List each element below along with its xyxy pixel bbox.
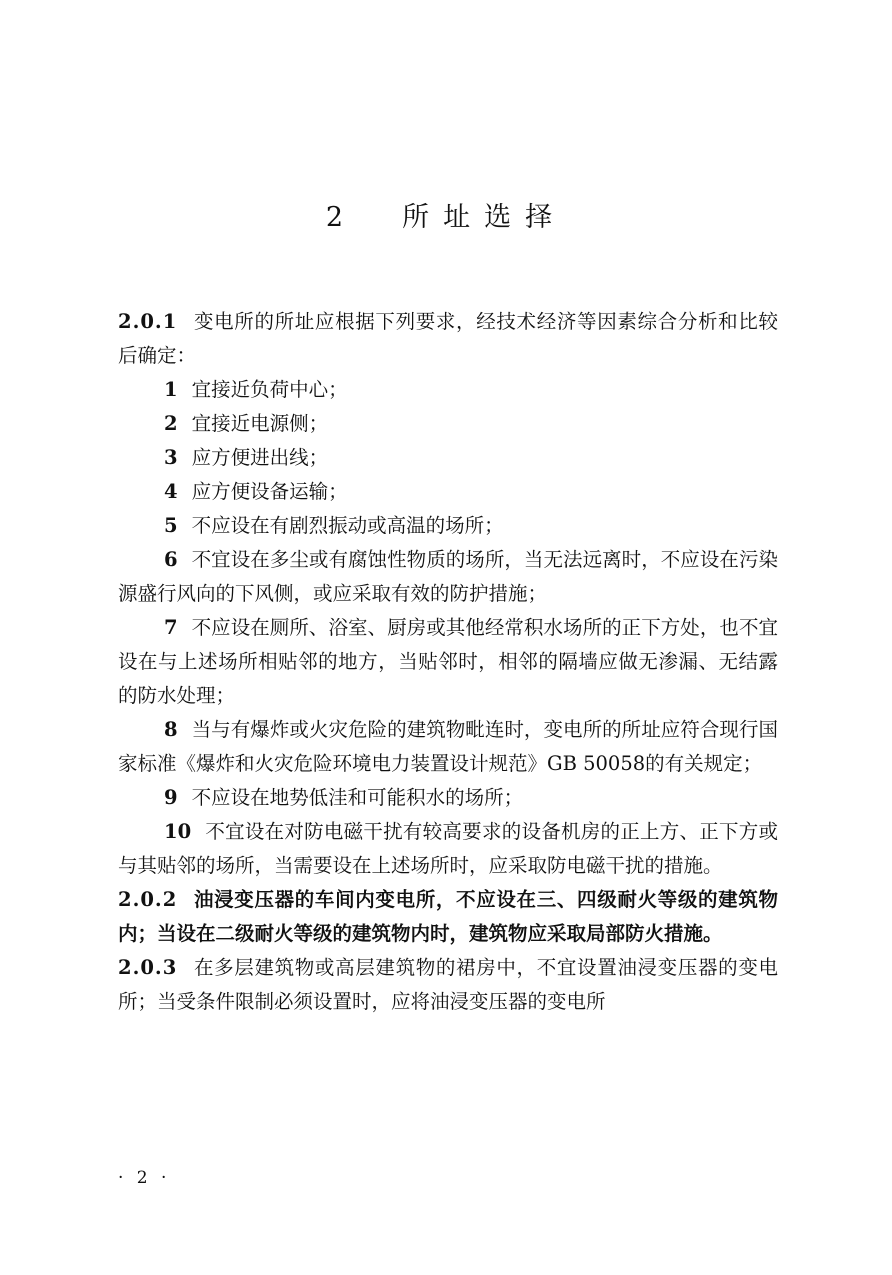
item-text: 不应设在厕所、浴室、厨房或其他经常积水场所的正下方处，也不宜设在与上述场所相贴邻的地方，当贴邻时，相邻的隔墙应做无渗漏、无结露的防水处理； bbox=[118, 616, 778, 707]
list-item bbox=[118, 713, 778, 781]
list-item bbox=[118, 781, 778, 815]
item-number: 7 bbox=[164, 616, 178, 639]
item-number: 10 bbox=[164, 820, 192, 843]
list-item bbox=[118, 373, 778, 407]
clause-2-0-2 bbox=[118, 883, 778, 951]
item-text: 应方便进出线； bbox=[191, 446, 329, 469]
item-number: 6 bbox=[164, 548, 178, 571]
list-item bbox=[118, 509, 778, 543]
clause-number: 2.0.1 bbox=[118, 310, 178, 333]
list-item bbox=[118, 543, 778, 611]
list-item bbox=[118, 475, 778, 509]
item-number: 5 bbox=[164, 514, 178, 537]
item-text: 不宜设在对防电磁干扰有较高要求的设备机房的正上方、正下方或与其贴邻的场所，当需要设在上述场所时，应采取防电磁干扰的措施。 bbox=[118, 820, 778, 877]
item-text: 不应设在地势低洼和可能积水的场所； bbox=[191, 786, 524, 809]
item-text: 不应设在有剧烈振动或高温的场所； bbox=[191, 514, 504, 537]
list-item bbox=[118, 611, 778, 713]
item-number: 1 bbox=[164, 378, 178, 401]
item-number: 4 bbox=[164, 480, 178, 503]
list-item bbox=[118, 815, 778, 883]
list-item bbox=[118, 407, 778, 441]
clause-number: 2.0.3 bbox=[118, 956, 178, 979]
item-number: 9 bbox=[164, 786, 178, 809]
item-text: 宜接近电源侧； bbox=[191, 412, 329, 435]
clause-number: 2.0.2 bbox=[118, 888, 178, 911]
item-number: 3 bbox=[164, 446, 178, 469]
clause-text: 油浸变压器的车间内变电所，不应设在三、四级耐火等级的建筑物内；当设在二级耐火等级的建筑物内时，建筑物应采取局部防火措施。 bbox=[118, 888, 778, 945]
item-number: 8 bbox=[164, 718, 178, 741]
clause-2-0-1 bbox=[118, 305, 778, 373]
chapter-content bbox=[118, 305, 778, 1019]
clause-text: 变电所的所址应根据下列要求，经技术经济等因素综合分析和比较后确定： bbox=[118, 310, 778, 367]
chapter-number: 2 bbox=[325, 202, 357, 233]
list-item bbox=[118, 441, 778, 475]
clause-2-0-3 bbox=[118, 951, 778, 1019]
page-number: · 2 · bbox=[118, 1168, 171, 1188]
item-text: 当与有爆炸或火灾危险的建筑物毗连时，变电所的所址应符合现行国家标准《爆炸和火灾危险环境电力装置设计规范》GB 50058的有关规定； bbox=[118, 718, 778, 775]
item-number: 2 bbox=[164, 412, 178, 435]
clause-text: 在多层建筑物或高层建筑物的裙房中，不宜设置油浸变压器的变电所；当受条件限制必须设置时，应将油浸变压器的变电所 bbox=[118, 956, 778, 1013]
item-text: 不宜设在多尘或有腐蚀性物质的场所，当无法远离时，不应设在污染源盛行风向的下风侧，或应采取有效的防护措施； bbox=[118, 548, 778, 605]
item-text: 宜接近负荷中心； bbox=[191, 378, 348, 401]
item-text: 应方便设备运输； bbox=[191, 480, 348, 503]
chapter-heading: 所址选择 bbox=[402, 202, 567, 233]
chapter-title bbox=[0, 196, 892, 240]
